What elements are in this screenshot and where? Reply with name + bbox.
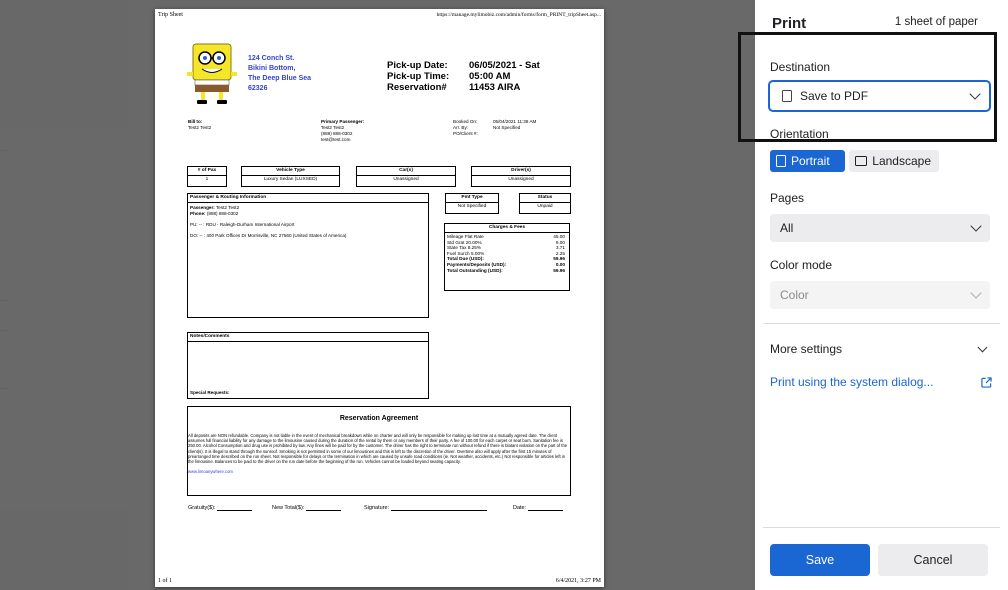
pages-label: Pages [770, 191, 805, 205]
routing-passenger-label: Passenger: [190, 205, 215, 210]
passenger-phone: (888) 888-0302 [321, 131, 353, 136]
pages-select[interactable] [770, 214, 990, 242]
signature-field [364, 505, 487, 511]
agreement-title: Reservation Agreement [339, 415, 419, 422]
signature-label: Signature: [364, 505, 390, 511]
destination-label: Destination [770, 60, 831, 74]
charge-label: Total Outstanding (USD): [447, 267, 503, 273]
booked-on-label: Booked On: [453, 119, 478, 124]
driver-value: Unassigned [508, 177, 534, 182]
pmt-type-box [445, 193, 499, 214]
vehicle-value: Luxury Sedan (LUXSED) [263, 177, 318, 182]
routing-passenger-value: Test2 Test2 [215, 205, 240, 210]
charge-label: State Tax 8.25% [447, 245, 482, 251]
divider [763, 323, 1000, 324]
charge-value: 3.71 [555, 245, 565, 251]
reservation-label: Reservation# [387, 82, 447, 93]
cancel-button[interactable]: Cancel [878, 544, 988, 576]
destination-value: Save to PDF [800, 89, 869, 103]
booked-on-value: 05/04/2021 11:38 AM [493, 119, 537, 124]
charge-value: 2.25 [555, 250, 565, 256]
special-requests-label: Special Requests: [190, 390, 230, 395]
color-mode-label: Color mode [770, 258, 833, 272]
driver-box [471, 166, 571, 187]
more-settings-label: More settings [770, 342, 843, 356]
car-value: Unassigned [393, 177, 419, 182]
charge-label: Std Grat 20.00% [447, 239, 482, 245]
page-header-url: https://manage.mylimobiz.com/admin/forms/form_PRINT_tripSheet.asp... [436, 12, 601, 18]
pickup-time-label: Pick-up Time: [387, 71, 450, 82]
company-logo [187, 42, 237, 108]
save-button[interactable]: Save [770, 544, 870, 576]
signature-underline [391, 505, 487, 511]
dropoff-location: DO: -- : 400 Park Offices Dr Morrisville, NC 27560 (United States of America) [190, 233, 347, 238]
pickup-date-label: Pick-up Date: [387, 60, 448, 71]
orientation-label: Orientation [770, 127, 829, 141]
booking-info-values [493, 119, 536, 131]
passenger-name: Test2 Test2 [321, 125, 345, 130]
charge-label: Payments/Deposits (USD): [447, 261, 507, 267]
charge-value: 9.00 [555, 239, 565, 245]
dialog-title: Print [772, 15, 807, 32]
charge-value: 59.96 [553, 267, 565, 273]
address-line: Bikini Bottom, [248, 65, 296, 72]
pmt-type-value: Not Specified [457, 204, 487, 209]
system-dialog-link[interactable] [770, 375, 992, 389]
sheet-count: 1 sheet of paper [894, 16, 978, 28]
page-header-title: Trip Sheet [158, 12, 183, 18]
charge-label: Mileage Flat Rate [447, 234, 484, 239]
primary-passenger-label: Primary Passenger: [321, 119, 365, 124]
new-total-label: New Total($): [272, 505, 305, 511]
car-box [356, 166, 456, 187]
new-total-underline [306, 505, 341, 511]
pickup-date: 06/05/2021 - Sat [469, 60, 540, 71]
date-underline [528, 505, 563, 511]
chevron-down-icon [978, 342, 988, 352]
charge-value: 45.00 [553, 234, 565, 239]
bill-to-value: Test2 Test2 [188, 125, 212, 130]
charge-value: 0.00 [555, 261, 565, 267]
charge-label: Total Due (USD): [447, 256, 484, 262]
routing-box [187, 193, 429, 318]
chevron-down-icon [970, 287, 981, 298]
external-link-icon [981, 377, 992, 388]
pax-label: # of Pax [188, 167, 226, 176]
portrait-icon [776, 155, 786, 167]
charge-value: 59.96 [553, 256, 565, 262]
notes-label: Notes/Comments [188, 333, 428, 342]
gratuity-label: Gratuity($): [188, 505, 216, 511]
page-footer-pages: 1 of 1 [158, 578, 172, 584]
primary-passenger [321, 119, 364, 143]
pickup-location: PU: -- : RDU - Raleigh-Durham International Airport [190, 222, 295, 227]
bill-to [188, 119, 211, 131]
arr-by-label: Arr. By: [453, 125, 469, 130]
status-label: Status [520, 194, 570, 203]
address-line: The Deep Blue Sea [248, 75, 312, 82]
pickup-values [469, 60, 540, 93]
po-label: PO/Client #: [453, 131, 478, 136]
vehicle-label: Vehicle Type [242, 167, 339, 176]
chevron-down-icon [970, 220, 981, 231]
address-line: 62326 [248, 85, 268, 92]
pickup-labels [387, 60, 449, 93]
destination-select[interactable] [768, 80, 991, 112]
company-address [248, 54, 311, 94]
color-value: Color [780, 288, 809, 302]
color-mode-select[interactable] [770, 281, 990, 309]
date-field [513, 505, 563, 511]
pax-box [187, 166, 227, 187]
print-settings-panel [755, 0, 1008, 590]
reservation-number: 11453 AIRA [469, 82, 521, 93]
agreement-body: All deposits are NON refundable. Company is not liable in the event of mechanical breakdown while on charter and will only be responsible for making up lost time at a mutually agreed date. The client assumes full financial liability for any damage to the limousine caused during the duration of the rental by them or any members of their party. A fee of 100.00 for each carpet or seat burn. Sanitation fee is 250.00. Alcohol Consumption and drug use is prohibited by law. Any fines will be paid for by the customer. The driver has the right to terminate run without refund if there is blatant violation on the part of the client(s). It is illegal to stand through the sunroof. Smoking is not permitted in some of our limousines and this is left to the discretion of the driver. Overtime also will apply after the first 15 minutes of prearranged time described on the run sheet. Not responsible for delays or the termination in which are caused by unsafe road conditions (ie. Not weather, accidents, etc.) Not responsible for articles left in the limousine. Balances to be paid to the driver on the run date before the beginning of the run. Vehicles cannot be loaded beyond seating capacity. [188, 433, 568, 465]
portrait-label: Portrait [791, 154, 830, 168]
system-dialog-label: Print using the system dialog... [770, 375, 934, 389]
status-box [519, 193, 571, 214]
charges-list [447, 234, 565, 273]
routing-phone-label: Phone: [190, 211, 206, 216]
charge-label: Fuel Surch 5.00% [447, 250, 485, 256]
status-value: Unpaid [537, 204, 553, 209]
gratuity-underline [217, 505, 252, 511]
page-footer-timestamp: 6/4/2021, 3:27 PM [555, 578, 601, 584]
landscape-button[interactable] [849, 150, 939, 172]
landscape-icon [855, 156, 867, 166]
agreement-text [188, 433, 570, 475]
date-label: Date: [513, 505, 527, 511]
vehicle-box [241, 166, 340, 187]
charges-box [444, 223, 570, 291]
notes-box [187, 332, 429, 399]
charges-title: Charges & Fees [445, 224, 569, 233]
portrait-button[interactable] [770, 150, 845, 172]
car-label: Car(s) [357, 167, 455, 176]
pages-value: All [780, 221, 794, 235]
landscape-label: Landscape [872, 154, 931, 168]
driver-label: Driver(s) [472, 167, 570, 176]
address-line: 124 Conch St. [248, 55, 295, 62]
arr-by-value: Not Specified [493, 125, 521, 130]
routing-title: Passenger & Routing Information [188, 194, 428, 203]
pmt-type-label: Pmt Type [446, 194, 498, 203]
pax-value: 1 [205, 177, 209, 182]
pickup-time: 05:00 AM [469, 71, 511, 82]
divider [763, 527, 1000, 528]
gratuity-field [188, 505, 252, 511]
document-icon [782, 90, 792, 102]
destination-value-wrap [782, 89, 868, 103]
more-settings-toggle[interactable] [770, 342, 990, 356]
chevron-down-icon [969, 88, 980, 99]
routing-phone-value: (888) 888-0302 [206, 211, 239, 216]
new-total-field [272, 505, 341, 511]
routing-passenger [188, 203, 428, 217]
agreement-link: www.limoanywhere.com [188, 469, 233, 475]
print-preview-page [155, 9, 604, 587]
passenger-email: test@test.com [321, 137, 351, 142]
charge-row [447, 268, 565, 274]
booking-info-labels [453, 119, 478, 137]
bill-to-label: Bill to: [188, 119, 203, 124]
